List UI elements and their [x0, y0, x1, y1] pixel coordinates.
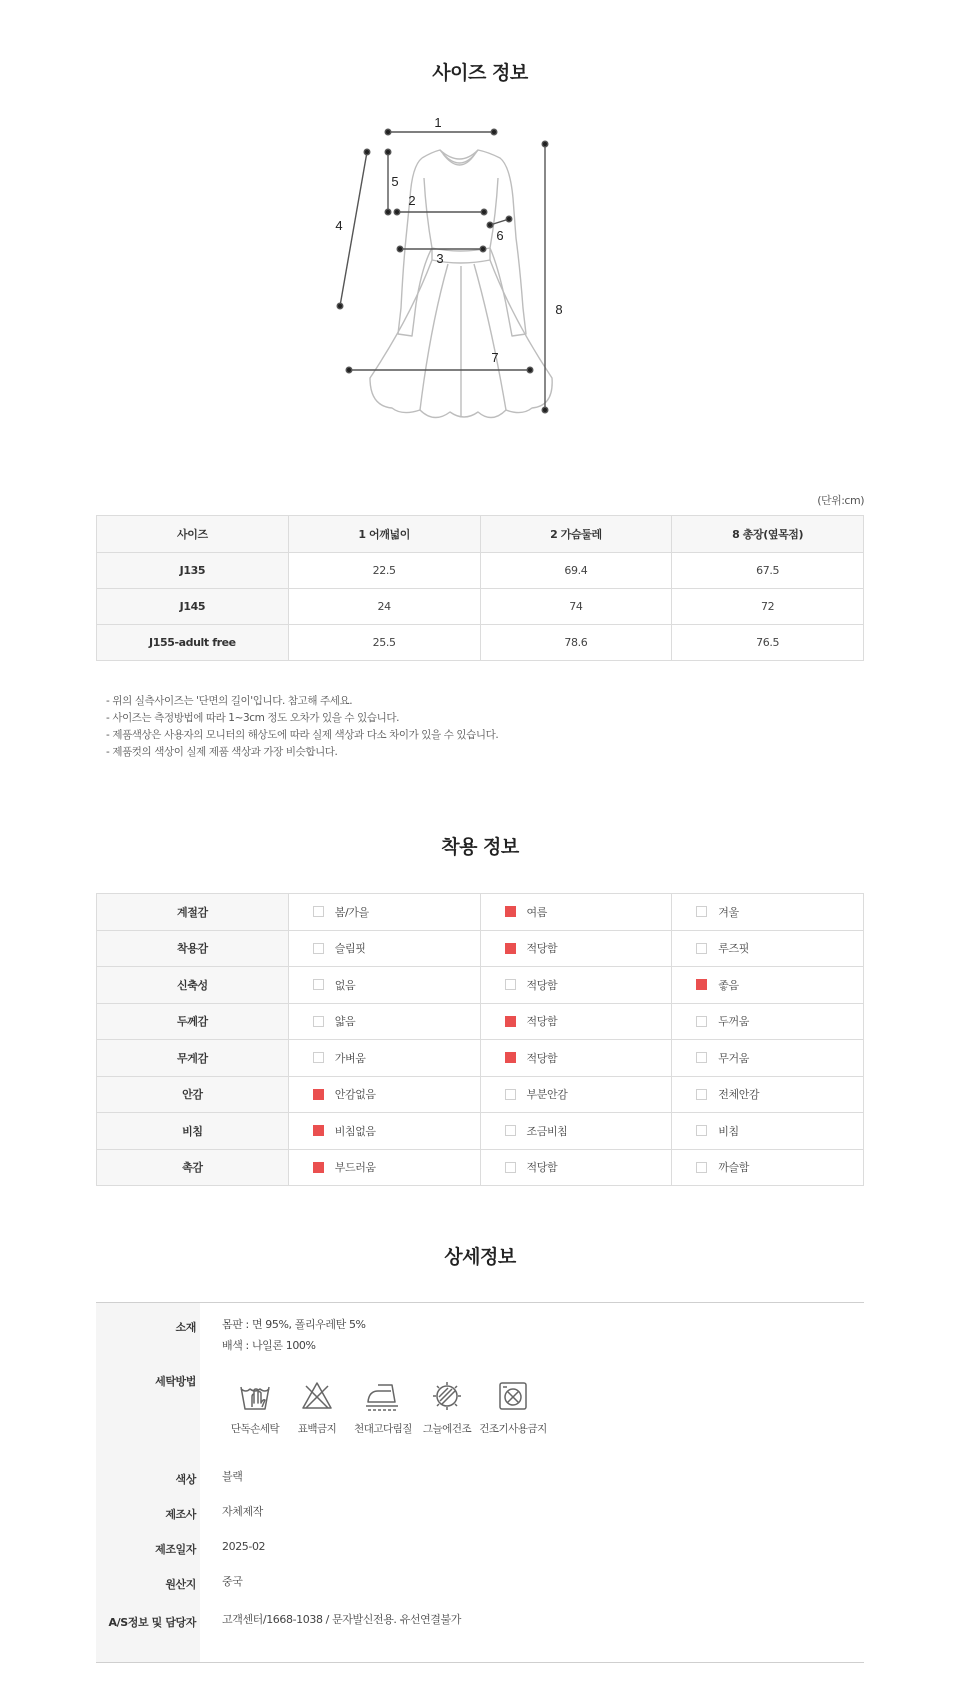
iron-cloth-icon — [364, 1379, 402, 1413]
checked-box-icon — [313, 1089, 324, 1100]
wear-row-label: 두께감 — [97, 1003, 289, 1040]
wear-option — [480, 967, 672, 1004]
wear-option-label: 두꺼움 — [718, 1015, 749, 1029]
wear-option-label: 얇음 — [334, 1015, 356, 1029]
manufacturer-value: 자체제작 — [222, 1505, 263, 1518]
wear-option-label: 적당함 — [526, 1015, 558, 1029]
unchecked-box-icon — [505, 1162, 516, 1173]
wear-row — [97, 1040, 864, 1077]
wear-option — [672, 1040, 864, 1077]
as-info-label: A/S정보 및 담당자 — [108, 1616, 196, 1629]
wear-row — [97, 1149, 864, 1186]
wear-row-label: 신축성 — [97, 967, 289, 1004]
size-value: 67.5 — [672, 553, 864, 589]
manufacturer-label: 제조사 — [165, 1508, 196, 1521]
wear-option-label: 가벼움 — [334, 1051, 366, 1065]
size-value: 74 — [480, 589, 672, 625]
unit-label: (단위:cm) — [817, 494, 864, 507]
wear-option-label: 비침없음 — [334, 1124, 376, 1138]
table-row — [97, 553, 864, 589]
wear-row-label: 안감 — [97, 1076, 289, 1113]
size-header: 1 어깨넓이 — [288, 516, 480, 553]
wear-option-label: 적당함 — [526, 1161, 558, 1175]
wash-label: 표백금지 — [297, 1423, 337, 1435]
unchecked-box-icon — [696, 1016, 707, 1027]
wear-option-label: 여름 — [526, 905, 547, 919]
wear-option-label: 루즈핏 — [718, 942, 749, 956]
wear-option-label: 적당함 — [526, 942, 558, 956]
unchecked-box-icon — [696, 1089, 707, 1100]
wash-item — [348, 1379, 418, 1436]
size-value: 24 — [288, 589, 480, 625]
material-line: 배색 : 나일론 100% — [222, 1339, 316, 1352]
wear-option — [480, 1003, 672, 1040]
size-value: 25.5 — [288, 625, 480, 661]
diagram-label: 8 — [555, 302, 563, 317]
size-value: 78.6 — [480, 625, 672, 661]
diagram-label: 7 — [491, 350, 499, 365]
wear-option — [288, 967, 480, 1004]
unchecked-box-icon — [313, 979, 324, 990]
wear-row — [97, 894, 864, 931]
wear-option-label: 겨울 — [718, 905, 739, 919]
wear-option — [288, 1003, 480, 1040]
size-name: J155-adult free — [97, 625, 289, 661]
checked-box-icon — [505, 943, 516, 954]
checked-box-icon — [505, 1052, 516, 1063]
diagram-label: 4 — [335, 218, 343, 233]
wear-option — [480, 1076, 672, 1113]
wear-option-label: 봄/가을 — [334, 905, 369, 919]
wash-label: 천대고다림질 — [354, 1423, 412, 1435]
size-value: 76.5 — [672, 625, 864, 661]
detail-info-title: 상세정보 — [444, 1246, 516, 1268]
wear-row — [97, 967, 864, 1004]
wash-item — [478, 1379, 548, 1436]
material-label: 소재 — [175, 1321, 196, 1334]
checked-box-icon — [313, 1125, 324, 1136]
size-name: J135 — [97, 553, 289, 589]
wash-item — [220, 1379, 290, 1436]
diagram-label: 2 — [408, 193, 416, 208]
wear-info-title: 착용 정보 — [441, 836, 519, 858]
size-value: 22.5 — [288, 553, 480, 589]
size-header: 8 총장(옆목점) — [672, 516, 864, 553]
wash-item — [412, 1379, 482, 1436]
color-value: 블랙 — [222, 1470, 243, 1483]
dress-measurement-diagram — [335, 115, 630, 458]
unchecked-box-icon — [313, 1016, 324, 1027]
size-info-title: 사이즈 정보 — [432, 62, 528, 84]
unchecked-box-icon — [696, 1052, 707, 1063]
as-info-value: 고객센터/1668-1038 / 문자발신전용. 유선연결불가 — [222, 1613, 461, 1626]
wear-option — [480, 1113, 672, 1150]
wash-label: 단독손세탁 — [230, 1423, 280, 1435]
unchecked-box-icon — [313, 1052, 324, 1063]
checked-box-icon — [505, 906, 516, 917]
wear-row-label: 계절감 — [97, 894, 289, 931]
unchecked-box-icon — [505, 1089, 516, 1100]
origin-value: 중국 — [222, 1575, 243, 1588]
washing-label: 세탁방법 — [155, 1375, 196, 1388]
wear-option-label: 안감없음 — [334, 1088, 376, 1102]
manufacture-date-value: 2025-02 — [222, 1540, 266, 1553]
wear-row-label: 비침 — [97, 1113, 289, 1150]
wear-option-label: 부드러움 — [334, 1161, 376, 1175]
unchecked-box-icon — [505, 979, 516, 990]
note-line: - 위의 실측사이즈는 '단면의 길이'입니다. 참고해 주세요. — [106, 695, 353, 707]
wear-row — [97, 930, 864, 967]
wear-row-label: 착용감 — [97, 930, 289, 967]
shade-dry-icon — [430, 1379, 464, 1413]
wear-option-label: 부분안감 — [526, 1088, 568, 1102]
wear-option-label: 없음 — [334, 978, 356, 992]
size-value: 69.4 — [480, 553, 672, 589]
wear-row-label: 무게감 — [97, 1040, 289, 1077]
detail-info-panel — [96, 1302, 864, 1663]
wear-info-table — [96, 893, 864, 1186]
wear-option-label: 적당함 — [526, 978, 558, 992]
hand-wash-icon — [238, 1379, 272, 1413]
wear-option — [480, 894, 672, 931]
no-tumble-dry-icon — [496, 1379, 530, 1413]
note-line: - 제품색상은 사용자의 모니터의 해상도에 따라 실제 색상과 다소 차이가 있을 수 있습니다. — [106, 729, 499, 741]
unchecked-box-icon — [696, 943, 707, 954]
size-name: J145 — [97, 589, 289, 625]
unchecked-box-icon — [696, 906, 707, 917]
diagram-label: 1 — [434, 115, 442, 130]
size-table — [96, 515, 864, 661]
wear-option-label: 전체안감 — [718, 1088, 760, 1102]
wear-row-label: 촉감 — [97, 1149, 289, 1186]
checked-box-icon — [313, 1162, 324, 1173]
wear-option — [288, 1040, 480, 1077]
unchecked-box-icon — [313, 906, 324, 917]
size-value: 72 — [672, 589, 864, 625]
material-line: 몸판 : 면 95%, 폴리우레탄 5% — [222, 1318, 366, 1331]
size-notes — [106, 693, 498, 761]
wash-item — [282, 1379, 352, 1436]
wear-option — [672, 1113, 864, 1150]
unchecked-box-icon — [696, 1125, 707, 1136]
checked-box-icon — [505, 1016, 516, 1027]
wear-option-label: 비침 — [718, 1124, 739, 1138]
unchecked-box-icon — [505, 1125, 516, 1136]
wear-option — [672, 967, 864, 1004]
table-row — [97, 625, 864, 661]
wash-label: 그늘에건조 — [422, 1423, 472, 1435]
wear-option — [672, 1149, 864, 1186]
color-label: 색상 — [175, 1473, 196, 1486]
wear-option — [672, 930, 864, 967]
wear-option — [480, 1040, 672, 1077]
material-value — [222, 1314, 366, 1356]
size-table-header — [97, 516, 864, 553]
wear-row — [97, 1113, 864, 1150]
table-row — [97, 589, 864, 625]
wear-option — [672, 1076, 864, 1113]
unchecked-box-icon — [696, 1162, 707, 1173]
diagram-label: 3 — [436, 251, 444, 266]
wear-option — [480, 930, 672, 967]
wear-option — [288, 1076, 480, 1113]
wear-option-label: 무거움 — [718, 1051, 749, 1065]
wear-option — [672, 1003, 864, 1040]
diagram-label: 5 — [391, 174, 399, 189]
wear-option — [480, 1149, 672, 1186]
wear-row — [97, 1076, 864, 1113]
unchecked-box-icon — [313, 943, 324, 954]
origin-label: 원산지 — [165, 1578, 196, 1591]
wear-option — [288, 1113, 480, 1150]
wear-option — [672, 894, 864, 931]
size-header: 사이즈 — [97, 516, 289, 553]
wash-label: 건조기사용금지 — [479, 1423, 547, 1435]
wear-option-label: 조금비침 — [526, 1124, 568, 1138]
wear-option — [288, 894, 480, 931]
note-line: - 사이즈는 측정방법에 따라 1~3cm 정도 오차가 있을 수 있습니다. — [106, 712, 400, 724]
size-header: 2 가슴둘레 — [480, 516, 672, 553]
wear-option — [288, 1149, 480, 1186]
no-bleach-icon — [300, 1379, 334, 1413]
diagram-label: 6 — [496, 228, 504, 243]
wear-option-label: 적당함 — [526, 1051, 558, 1065]
wear-option-label: 까슬함 — [718, 1161, 749, 1175]
wear-option-label: 좋음 — [718, 978, 739, 992]
manufacture-date-label: 제조일자 — [155, 1543, 196, 1556]
wear-option — [288, 930, 480, 967]
checked-box-icon — [696, 979, 707, 990]
note-line: - 제품컷의 색상이 실제 제품 색상과 가장 비슷합니다. — [106, 746, 338, 758]
wear-row — [97, 1003, 864, 1040]
wear-option-label: 슬림핏 — [334, 942, 366, 956]
